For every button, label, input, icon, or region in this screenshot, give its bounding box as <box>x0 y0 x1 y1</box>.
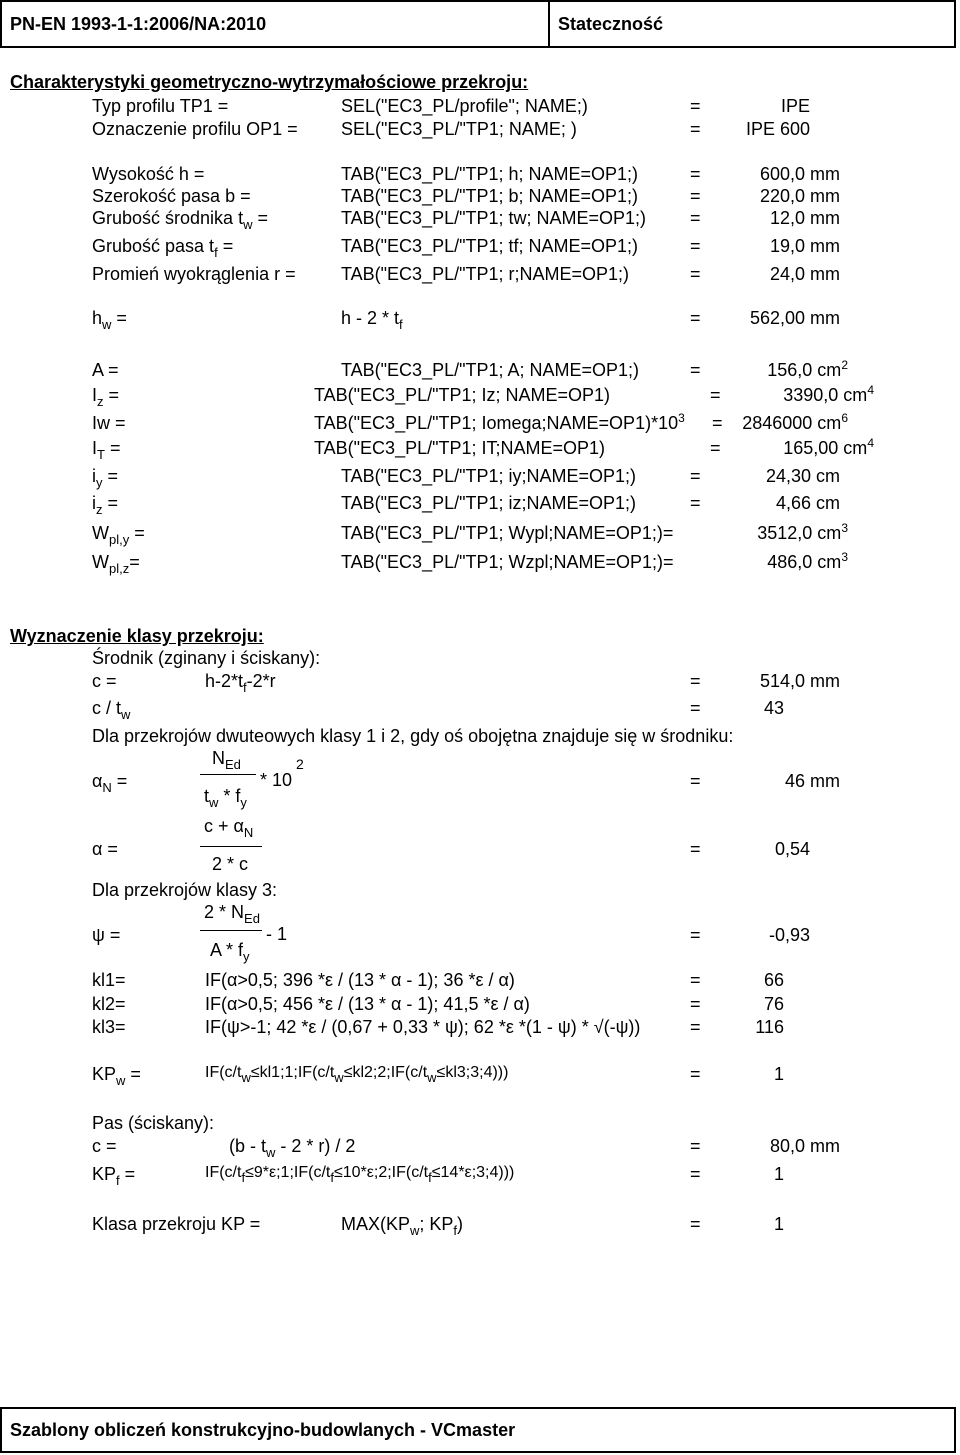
value: 46 mm <box>784 771 840 791</box>
flange-title: Pas (ściskany): <box>92 1113 215 1133</box>
value: 80,0 mm <box>769 1136 840 1156</box>
denominator: $t_w * f_y$ <box>204 786 247 810</box>
formula: IF(ψ>-1; 42 *ε / (0,67 + 0,33 * ψ); 62 *ε *(1 - ψ) * √(-ψ)) <box>205 1017 641 1037</box>
value: 4,66 cm <box>775 493 840 513</box>
equals: = <box>690 96 701 116</box>
label: $I_z$ = <box>92 385 120 409</box>
equals: = <box>690 1017 701 1037</box>
page-footer: Szablony obliczeń konstrukcyjno-budowlanych - VCmaster <box>0 1407 956 1453</box>
value: 12,0 mm <box>769 208 840 228</box>
value: 76 <box>763 994 784 1014</box>
label: $W_{pl,y}$ = <box>92 523 145 547</box>
value: 3390,0 $cm^4$ <box>783 383 874 405</box>
formula: $(b - t_w - 2 * r) / 2$ <box>229 1136 356 1160</box>
row-flange-c <box>0 1136 960 1160</box>
value: 2846000 $cm^6$ <box>742 411 848 433</box>
row-kl1 <box>0 970 960 994</box>
formula: TAB("EC3_PL/"TP1; IT;NAME=OP1) <box>314 438 606 458</box>
fraction-bar <box>200 774 256 775</box>
equals: = <box>690 771 701 791</box>
row-iz <box>0 385 960 409</box>
label: kl3= <box>92 1017 126 1037</box>
row-flange-thickness <box>0 236 960 260</box>
row-profile-name <box>0 119 960 143</box>
note-class12: Dla przekrojów dwuteowych klasy 1 i 2, gdy oś obojętna znajduje się w środniku: <box>92 726 734 746</box>
label: $\alpha_N$ = <box>92 771 128 795</box>
minus-one: - 1 <box>266 924 288 944</box>
equals: = <box>710 385 721 405</box>
section-class-title: Wyznaczenie klasy przekroju: <box>10 626 264 646</box>
formula: IF(α>0,5; 396 *ε / (13 * α - 1); 36 *ε / α) <box>205 970 515 990</box>
multiplier: * 10 <box>260 770 293 790</box>
row-psi <box>0 925 960 949</box>
value: 66 <box>763 970 784 990</box>
label: $h_w$ = <box>92 308 127 332</box>
value: 156,0 $cm^2$ <box>767 358 848 380</box>
page-header <box>0 0 956 48</box>
formula: $IF(c/t_w\le kl1;1;IF(c/t_w\le kl2;2;IF(c/t_w\le kl3;3;4)))$ <box>205 1064 509 1085</box>
fraction-bar <box>200 930 262 931</box>
label: $i_z$ = <box>92 493 119 517</box>
numerator: $c + \alpha_N$ <box>204 816 254 840</box>
row-alpha-n <box>0 771 960 795</box>
label: kl1= <box>92 970 126 990</box>
label: Promień wyokrąglenia r = <box>92 264 296 284</box>
fraction-bar <box>200 846 262 847</box>
value: 116 <box>755 1017 784 1037</box>
denominator: A * $f_y$ <box>210 940 250 964</box>
value: IPE 600 <box>745 119 810 139</box>
formula: SEL("EC3_PL/profile"; NAME;) <box>341 96 588 116</box>
row-height <box>0 164 960 188</box>
row-alpha <box>0 839 960 863</box>
label: Typ profilu TP1 = <box>92 96 229 116</box>
label: $i_y$ = <box>92 466 119 490</box>
label: Iw = <box>92 413 126 433</box>
formula: $MAX(KP_w$; $KP_f$) <box>341 1214 464 1238</box>
formula: TAB("EC3_PL/"TP1; b; NAME=OP1;) <box>341 186 639 206</box>
equals: = <box>690 1214 701 1234</box>
numerator: $N_{Ed}$ <box>212 748 241 772</box>
row-root-radius <box>0 264 960 288</box>
formula: SEL("EC3_PL/"TP1; NAME; ) <box>341 119 577 139</box>
equals: = <box>690 1164 701 1184</box>
equals: = <box>690 360 701 380</box>
value: 3512,0 $cm^3$ <box>757 521 848 543</box>
equals: = <box>690 186 701 206</box>
formula: TAB("EC3_PL/"TP1; Wypl;NAME=OP1;)= <box>341 523 674 543</box>
row-kp-web <box>0 1064 960 1088</box>
formula: TAB("EC3_PL/"TP1; $Iomega;NAME=OP1)*10^3$ <box>314 411 685 433</box>
formula: TAB("EC3_PL/"TP1; iz;NAME=OP1;) <box>341 493 637 513</box>
header-topic: Stateczność <box>558 13 664 34</box>
row-kl3 <box>0 1017 960 1041</box>
value: 0,54 <box>774 839 810 859</box>
value: 19,0 mm <box>769 236 840 256</box>
exponent: 2 <box>296 756 304 772</box>
row-wplz <box>0 552 960 576</box>
value: 1 <box>773 1064 784 1084</box>
equals: = <box>690 994 701 1014</box>
value: 43 <box>763 698 784 718</box>
label: kl2= <box>92 994 126 1014</box>
equals: = <box>690 671 701 691</box>
label: Szerokość pasa b = <box>92 186 251 206</box>
value: -0,93 <box>768 925 810 945</box>
label: c = <box>92 671 117 691</box>
equals: = <box>690 164 701 184</box>
row-area <box>0 360 960 384</box>
value: 24,30 cm <box>765 466 840 486</box>
equals: = <box>690 208 701 228</box>
equals: = <box>690 698 701 718</box>
label: A = <box>92 360 119 380</box>
row-c-tw <box>0 698 960 722</box>
row-web-height <box>0 308 960 332</box>
formula: TAB("EC3_PL/"TP1; A; NAME=OP1;) <box>341 360 640 380</box>
value: IPE <box>780 96 810 116</box>
equals: = <box>710 438 721 458</box>
label: α = <box>92 839 118 859</box>
formula: TAB("EC3_PL/"TP1; h; NAME=OP1;) <box>341 164 639 184</box>
equals: = <box>690 1136 701 1156</box>
row-web-thickness <box>0 208 960 232</box>
row-iz-radius <box>0 493 960 517</box>
header-standard: PN-EN 1993-1-1:2006/NA:2010 <box>2 2 550 46</box>
formula: $h-2*t_f-2*r$ <box>205 671 276 695</box>
equals: = <box>690 236 701 256</box>
equals: = <box>690 119 701 139</box>
formula: h - $2 * t_f$ <box>341 308 403 332</box>
label: $I_T$ = <box>92 438 121 462</box>
row-it <box>0 438 960 462</box>
equals: = <box>690 493 701 513</box>
value: 562,00 mm <box>749 308 840 328</box>
section-geometry-title: Charakterystyki geometryczno-wytrzymałościowe przekroju: <box>10 72 529 92</box>
denominator: 2 * c <box>212 854 249 874</box>
formula: TAB("EC3_PL/"TP1; Iz; NAME=OP1) <box>314 385 611 405</box>
note-class3: Dla przekrojów klasy 3: <box>92 880 278 900</box>
equals: = <box>690 308 701 328</box>
equals: = <box>690 839 701 859</box>
formula: TAB("EC3_PL/"TP1; iy;NAME=OP1;) <box>341 466 637 486</box>
formula: IF(α>0,5; 456 *ε / (13 * α - 1); 41,5 *ε / α) <box>205 994 530 1014</box>
label: Grubość środnika $t_w$ = <box>92 208 268 232</box>
label: Grubość pasa $t_f$ = <box>92 236 234 260</box>
row-flange-width <box>0 186 960 210</box>
value: 24,0 mm <box>769 264 840 284</box>
label: ψ = <box>92 925 121 945</box>
equals: = <box>690 925 701 945</box>
value: 514,0 mm <box>759 671 840 691</box>
formula: TAB("EC3_PL/"TP1; Wzpl;NAME=OP1;)= <box>341 552 674 572</box>
label: c = <box>92 1136 117 1156</box>
equals: = <box>712 413 723 433</box>
row-section-class <box>0 1214 960 1238</box>
row-iw <box>0 413 960 437</box>
numerator: $2 * N_{Ed}$ <box>204 902 260 926</box>
row-kl2 <box>0 994 960 1018</box>
value: 165,00 $cm^4$ <box>783 436 874 458</box>
row-profile-type <box>0 96 960 120</box>
value: 220,0 mm <box>759 186 840 206</box>
label: $KP_f$ = <box>92 1164 136 1188</box>
row-wply <box>0 523 960 547</box>
label: $KP_w$ = <box>92 1064 141 1088</box>
label: Klasa przekroju KP = <box>92 1214 261 1234</box>
equals: = <box>690 466 701 486</box>
value: 1 <box>773 1164 784 1184</box>
equals: = <box>690 264 701 284</box>
formula: TAB("EC3_PL/"TP1; tw; NAME=OP1;) <box>341 208 647 228</box>
label: c / $t_w$ <box>92 698 131 722</box>
value: 486,0 $cm^3$ <box>767 550 848 572</box>
label: Oznaczenie profilu OP1 = <box>92 119 298 139</box>
equals: = <box>690 970 701 990</box>
web-title: Środnik (zginany i ściskany): <box>92 648 321 668</box>
row-iy <box>0 466 960 490</box>
row-kp-flange <box>0 1164 960 1188</box>
label: $W_{pl,z}=$ <box>92 552 140 576</box>
value: 600,0 mm <box>759 164 840 184</box>
formula: TAB("EC3_PL/"TP1; tf; NAME=OP1;) <box>341 236 639 256</box>
formula: $IF(c/t_f\le 9*\varepsilon;1;IF(c/t_f\le 10*\varepsilon;2;IF(c/t_f\le 14*\varepsilon;3;4)))$ <box>205 1164 515 1185</box>
row-web-c <box>0 671 960 695</box>
formula: TAB("EC3_PL/"TP1; r;NAME=OP1;) <box>341 264 630 284</box>
value: 1 <box>773 1214 784 1234</box>
label: Wysokość h = <box>92 164 205 184</box>
equals: = <box>690 1064 701 1084</box>
